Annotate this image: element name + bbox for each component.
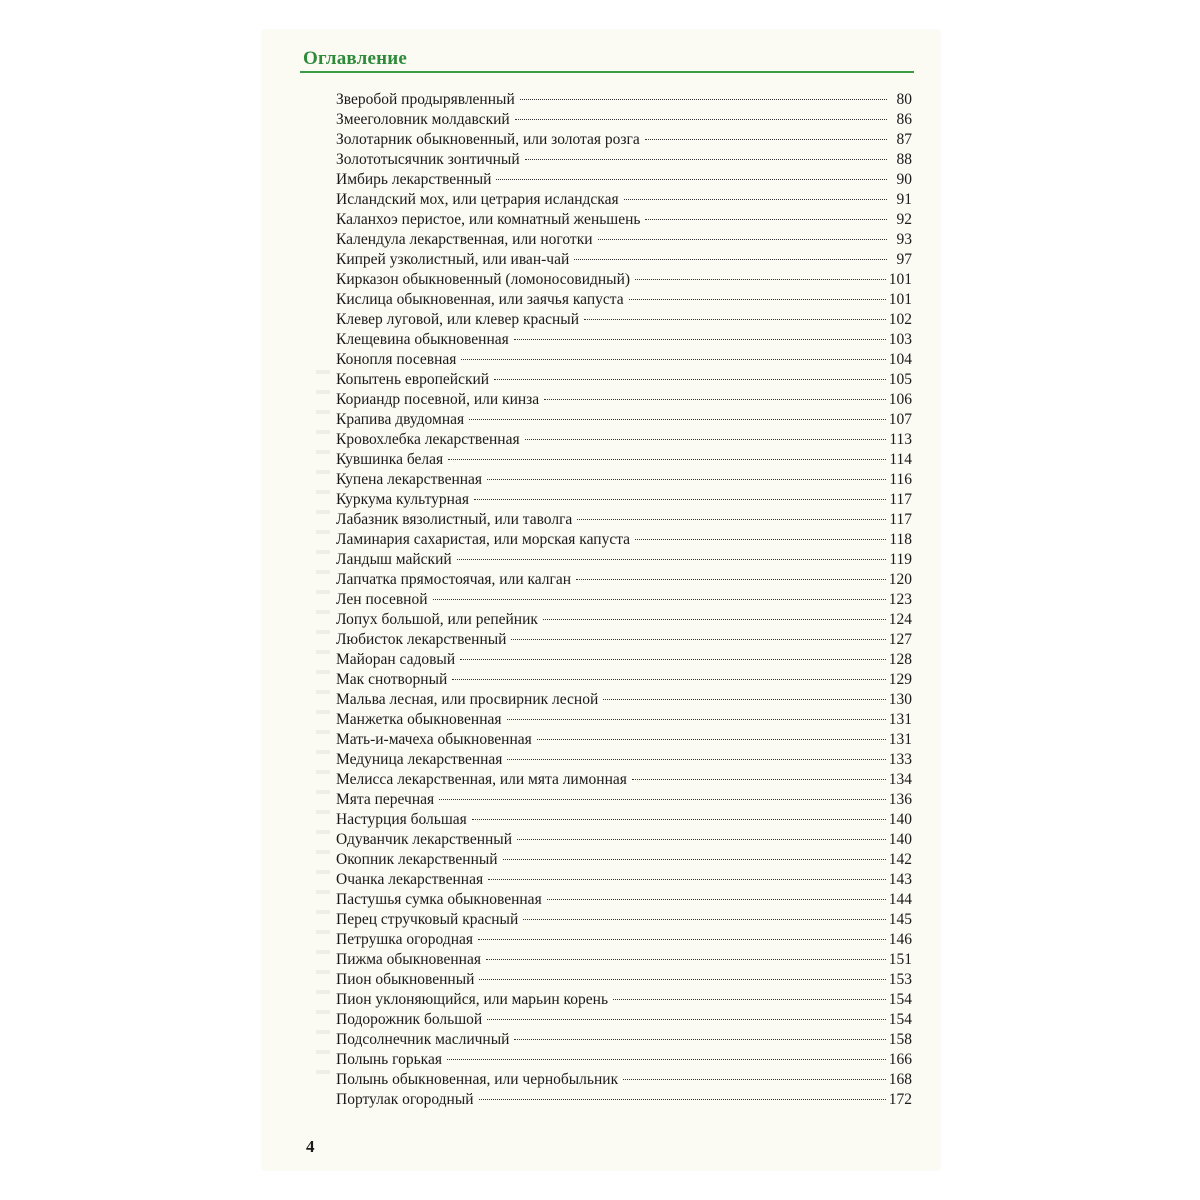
toc-entry-page: 158 bbox=[888, 1031, 912, 1048]
toc-entry-page: 93 bbox=[896, 231, 912, 248]
toc-entry-page: 114 bbox=[889, 451, 912, 468]
toc-entry-title: Кориандр посевной, или кинза bbox=[336, 391, 540, 408]
toc-entry bbox=[336, 930, 912, 950]
dot-leader bbox=[515, 119, 887, 120]
toc-entry-page: 146 bbox=[888, 931, 912, 948]
toc-entry-title: Кипрей узколистный, или иван-чай bbox=[336, 251, 570, 268]
toc-entry-title: Медуница лекарственная bbox=[336, 751, 503, 768]
toc-entry-page: 117 bbox=[889, 491, 912, 508]
toc-entry-title: Мальва лесная, или просвирник лесной bbox=[336, 691, 599, 708]
toc-entry-title: Полынь обыкновенная, или чернобыльник bbox=[336, 1071, 619, 1088]
toc-entry-page: 153 bbox=[888, 971, 912, 988]
toc-entry-page: 102 bbox=[888, 311, 912, 328]
toc-entry bbox=[336, 90, 912, 110]
toc-entry bbox=[336, 750, 912, 770]
toc-entry-page: 117 bbox=[889, 511, 912, 528]
dot-leader bbox=[603, 699, 886, 700]
toc-entry-page: 168 bbox=[888, 1071, 912, 1088]
toc-entry-title: Мелисса лекарственная, или мята лимонная bbox=[336, 771, 627, 788]
dot-leader bbox=[494, 379, 886, 380]
dot-leader bbox=[486, 959, 886, 960]
toc-entry-title: Каланхоэ перистое, или комнатный женьшень bbox=[336, 211, 641, 228]
toc-entry-page: 88 bbox=[896, 151, 912, 168]
toc-entry bbox=[336, 270, 912, 290]
toc-entry bbox=[336, 690, 912, 710]
toc-entry bbox=[336, 210, 912, 230]
toc-entry bbox=[336, 1070, 912, 1090]
toc-entry-title: Портулак огородный bbox=[336, 1091, 474, 1108]
dot-leader bbox=[543, 619, 886, 620]
toc-entry bbox=[336, 510, 912, 530]
toc-entry bbox=[336, 330, 912, 350]
dot-leader bbox=[460, 659, 886, 660]
dot-leader bbox=[525, 159, 887, 160]
toc-entry-title: Кирказон обыкновенный (ломоносовидный) bbox=[336, 271, 631, 288]
dot-leader bbox=[629, 299, 886, 300]
toc-entry bbox=[336, 1010, 912, 1030]
toc-entry-title: Кувшинка белая bbox=[336, 451, 444, 468]
toc-entry-page: 116 bbox=[889, 471, 912, 488]
dot-leader bbox=[576, 579, 886, 580]
dot-leader bbox=[577, 519, 886, 520]
toc-entry bbox=[336, 810, 912, 830]
dot-leader bbox=[598, 239, 887, 240]
toc-entry bbox=[336, 790, 912, 810]
toc-entry bbox=[336, 630, 912, 650]
toc-entry bbox=[336, 610, 912, 630]
dot-leader bbox=[547, 899, 886, 900]
toc-entry-page: 87 bbox=[896, 131, 912, 148]
toc-entry bbox=[336, 970, 912, 990]
page-heading: Оглавление bbox=[303, 48, 408, 69]
dot-leader bbox=[507, 719, 886, 720]
toc-entry-page: 127 bbox=[888, 631, 912, 648]
dot-leader bbox=[584, 319, 886, 320]
toc-entry-title: Одуванчик лекарственный bbox=[336, 831, 513, 848]
toc-entry bbox=[336, 1030, 912, 1050]
toc-entry-title: Зверобой продырявленный bbox=[336, 91, 515, 108]
dot-leader bbox=[511, 639, 885, 640]
toc-entry bbox=[336, 1090, 912, 1110]
toc-entry-page: 86 bbox=[896, 111, 912, 128]
book-page bbox=[262, 30, 940, 1170]
heading-rule bbox=[300, 71, 914, 73]
dot-leader bbox=[635, 279, 886, 280]
toc-entry-page: 145 bbox=[888, 911, 912, 928]
toc-entry-title: Клещевина обыкновенная bbox=[336, 331, 509, 348]
toc-entry-page: 130 bbox=[888, 691, 912, 708]
toc-entry-title: Пастушья сумка обыкновенная bbox=[336, 891, 542, 908]
toc-entry bbox=[336, 250, 912, 270]
toc-entry-title: Мак снотворный bbox=[336, 671, 448, 688]
toc-entry bbox=[336, 450, 912, 470]
toc-entry-page: 124 bbox=[888, 611, 912, 628]
toc-entry-page: 154 bbox=[888, 1011, 912, 1028]
toc-entry-title: Лен посевной bbox=[336, 591, 428, 608]
toc-entry-title: Полынь горькая bbox=[336, 1051, 442, 1068]
dot-leader bbox=[544, 399, 886, 400]
page-number: 4 bbox=[306, 1137, 315, 1156]
toc-entry-page: 97 bbox=[896, 251, 912, 268]
dot-leader bbox=[507, 759, 885, 760]
toc-entry-page: 172 bbox=[888, 1091, 912, 1108]
toc-entry-title: Змееголовник молдавский bbox=[336, 111, 510, 128]
toc-entry bbox=[336, 230, 912, 250]
dot-leader bbox=[645, 219, 887, 220]
toc-entry-page: 90 bbox=[896, 171, 912, 188]
toc-entry bbox=[336, 530, 912, 550]
toc-entry-title: Очанка лекарственная bbox=[336, 871, 484, 888]
toc-entry bbox=[336, 390, 912, 410]
toc-entry-title: Ландыш майский bbox=[336, 551, 452, 568]
toc-entry-page: 140 bbox=[888, 831, 912, 848]
toc-entry bbox=[336, 570, 912, 590]
toc-entry bbox=[336, 650, 912, 670]
toc-entry bbox=[336, 430, 912, 450]
toc-entry-title: Петрушка огородная bbox=[336, 931, 474, 948]
toc-entry bbox=[336, 770, 912, 790]
toc-entry-title: Календула лекарственная, или ноготки bbox=[336, 231, 593, 248]
toc-entry-title: Куркума культурная bbox=[336, 491, 469, 508]
dot-leader bbox=[488, 879, 886, 880]
dot-leader bbox=[496, 179, 887, 180]
toc-entry bbox=[336, 410, 912, 430]
toc-entry-page: 120 bbox=[888, 571, 912, 588]
dot-leader bbox=[635, 539, 886, 540]
toc-entry bbox=[336, 910, 912, 930]
toc-entry-title: Золототысячник зонтичный bbox=[336, 151, 520, 168]
dot-leader bbox=[439, 799, 886, 800]
dot-leader bbox=[487, 1019, 886, 1020]
toc-entry bbox=[336, 850, 912, 870]
toc-entry bbox=[336, 730, 912, 750]
toc-entry-title: Копытень европейский bbox=[336, 371, 490, 388]
dot-leader bbox=[474, 499, 886, 500]
toc-entry-title: Лапчатка прямостоячая, или калган bbox=[336, 571, 572, 588]
toc-entry-page: 119 bbox=[889, 551, 912, 568]
dot-leader bbox=[479, 979, 885, 980]
toc-entry-page: 143 bbox=[888, 871, 912, 888]
dot-leader bbox=[514, 1039, 885, 1040]
toc-entry-page: 144 bbox=[888, 891, 912, 908]
toc-entry bbox=[336, 1050, 912, 1070]
dot-leader bbox=[623, 1079, 886, 1080]
dot-leader bbox=[448, 459, 886, 460]
toc-entry-page: 166 bbox=[888, 1051, 912, 1068]
toc-entry-page: 107 bbox=[888, 411, 912, 428]
toc-entry-page: 128 bbox=[888, 651, 912, 668]
toc-entry-page: 104 bbox=[888, 351, 912, 368]
toc-entry-title: Золотарник обыкновенный, или золотая розга bbox=[336, 131, 640, 148]
dot-leader bbox=[478, 939, 886, 940]
dot-leader bbox=[461, 359, 885, 360]
dot-leader bbox=[514, 339, 886, 340]
show-through-marks bbox=[316, 370, 330, 1090]
toc-entry-title: Настурция большая bbox=[336, 811, 467, 828]
toc-entry-page: 129 bbox=[888, 671, 912, 688]
dot-leader bbox=[487, 479, 886, 480]
toc-entry-title: Конопля посевная bbox=[336, 351, 457, 368]
toc-entry-page: 118 bbox=[889, 531, 912, 548]
toc-entry-title: Кислица обыкновенная, или заячья капуста bbox=[336, 291, 624, 308]
toc-entry-title: Майоран садовый bbox=[336, 651, 456, 668]
toc-entry-page: 101 bbox=[888, 291, 912, 308]
dot-leader bbox=[469, 419, 886, 420]
toc-entry-title: Клевер луговой, или клевер красный bbox=[336, 311, 580, 328]
toc-entry-page: 131 bbox=[888, 731, 912, 748]
toc-entry bbox=[336, 470, 912, 490]
toc-entry-title: Манжетка обыкновенная bbox=[336, 711, 502, 728]
toc-entry-title: Мята перечная bbox=[336, 791, 435, 808]
dot-leader bbox=[447, 1059, 886, 1060]
dot-leader bbox=[479, 1099, 886, 1100]
toc-entry-page: 105 bbox=[888, 371, 912, 388]
toc-entry-page: 140 bbox=[888, 811, 912, 828]
dot-leader bbox=[624, 199, 887, 200]
toc-entry-page: 91 bbox=[896, 191, 912, 208]
toc-entry-title: Подсолнечник масличный bbox=[336, 1031, 510, 1048]
dot-leader bbox=[452, 679, 885, 680]
toc-entry-title: Подорожник большой bbox=[336, 1011, 483, 1028]
toc-entry-page: 103 bbox=[888, 331, 912, 348]
toc-entry-title: Лопух большой, или репейник bbox=[336, 611, 538, 628]
toc-entry bbox=[336, 170, 912, 190]
toc-entry-page: 134 bbox=[888, 771, 912, 788]
toc-entry-title: Пион обыкновенный bbox=[336, 971, 475, 988]
toc-entry-title: Пион уклоняющийся, или марьин корень bbox=[336, 991, 609, 1008]
toc-entry bbox=[336, 190, 912, 210]
toc-entry-title: Перец стручковый красный bbox=[336, 911, 519, 928]
toc-entry bbox=[336, 870, 912, 890]
toc-entry-title: Ламинария сахаристая, или морская капуста bbox=[336, 531, 631, 548]
toc-entry-page: 106 bbox=[888, 391, 912, 408]
toc-entry bbox=[336, 990, 912, 1010]
toc-entry bbox=[336, 370, 912, 390]
toc-entry bbox=[336, 890, 912, 910]
toc-entry bbox=[336, 590, 912, 610]
toc-entry-page: 133 bbox=[888, 751, 912, 768]
toc-entry-title: Кровохлебка лекарственная bbox=[336, 431, 520, 448]
toc-entry-title: Пижма обыкновенная bbox=[336, 951, 481, 968]
toc-entry-title: Имбирь лекарственный bbox=[336, 171, 492, 188]
dot-leader bbox=[433, 599, 886, 600]
dot-leader bbox=[645, 139, 887, 140]
toc-entry-page: 113 bbox=[889, 431, 912, 448]
toc-entry-title: Исландский мох, или цетрария исландская bbox=[336, 191, 619, 208]
toc-entry-title: Мать-и-мачеха обыкновенная bbox=[336, 731, 532, 748]
toc-entry bbox=[336, 490, 912, 510]
dot-leader bbox=[525, 439, 887, 440]
toc-entry bbox=[336, 110, 912, 130]
table-of-contents bbox=[336, 90, 912, 1110]
dot-leader bbox=[503, 859, 886, 860]
toc-entry-page: 136 bbox=[888, 791, 912, 808]
toc-entry-page: 154 bbox=[888, 991, 912, 1008]
toc-entry-page: 142 bbox=[888, 851, 912, 868]
toc-entry bbox=[336, 830, 912, 850]
toc-entry-title: Купена лекарственная bbox=[336, 471, 483, 488]
dot-leader bbox=[537, 739, 886, 740]
toc-entry-title: Крапива двудомная bbox=[336, 411, 465, 428]
toc-entry bbox=[336, 670, 912, 690]
toc-entry-page: 131 bbox=[888, 711, 912, 728]
dot-leader bbox=[574, 259, 887, 260]
dot-leader bbox=[613, 999, 886, 1000]
toc-entry bbox=[336, 150, 912, 170]
toc-entry-page: 123 bbox=[888, 591, 912, 608]
toc-entry bbox=[336, 290, 912, 310]
dot-leader bbox=[457, 559, 887, 560]
dot-leader bbox=[517, 839, 886, 840]
toc-entry-title: Окопник лекарственный bbox=[336, 851, 498, 868]
toc-entry-page: 101 bbox=[888, 271, 912, 288]
toc-entry-page: 151 bbox=[888, 951, 912, 968]
toc-entry bbox=[336, 950, 912, 970]
toc-entry-title: Любисток лекарственный bbox=[336, 631, 507, 648]
dot-leader bbox=[472, 819, 886, 820]
dot-leader bbox=[520, 99, 887, 100]
toc-entry bbox=[336, 350, 912, 370]
toc-entry bbox=[336, 130, 912, 150]
dot-leader bbox=[523, 919, 886, 920]
toc-entry-page: 92 bbox=[896, 211, 912, 228]
dot-leader bbox=[632, 779, 886, 780]
toc-entry-page: 80 bbox=[896, 91, 912, 108]
toc-entry bbox=[336, 310, 912, 330]
toc-entry bbox=[336, 550, 912, 570]
toc-entry bbox=[336, 710, 912, 730]
toc-entry-title: Лабазник вязолистный, или таволга bbox=[336, 511, 573, 528]
